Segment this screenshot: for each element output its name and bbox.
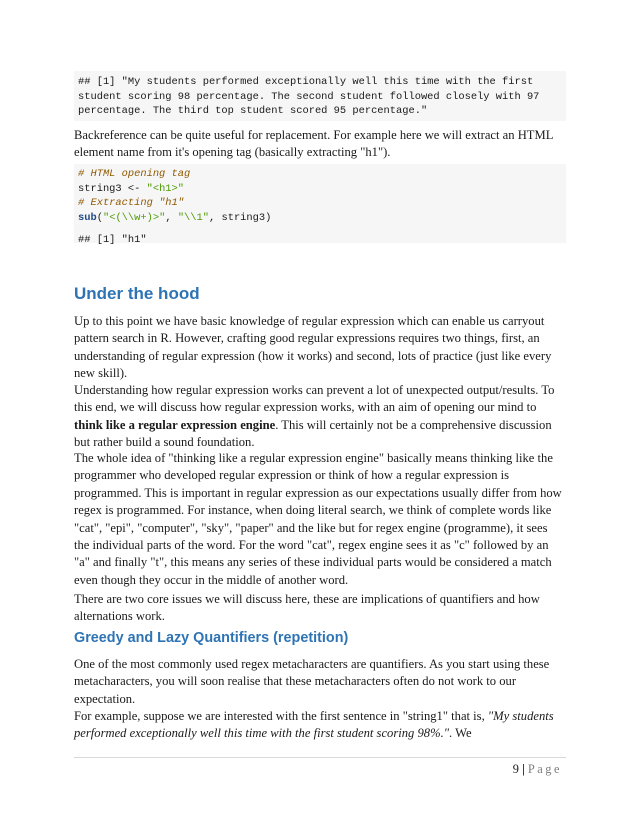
page-label: Page [527,762,562,776]
bold-phrase: think like a regular expression engine [74,417,276,432]
italic-quote: "My students performed exceptionally well this time with the first student scoring 98%." [74,709,554,741]
code-spacer [78,225,562,233]
paragraph [74,382,566,452]
code-text: , [165,211,178,224]
output-line: percentage. The third top student scored 95 percentage." [78,105,428,118]
paragraph: There are two core issues we will discuss here, these are implications of quantifiers and how alternations work. [74,592,540,624]
paragraph: One of the most commonly used regex metacharacters are quantifiers. As you start using these metacharacters, you will soon realise that these metacharacters often do not work to our expectation. [74,657,550,706]
code-line [78,182,562,197]
paragraph: The whole idea of "thinking like a regular expression engine" basically means thinking like the programmer who developed regular expression or think of how a regular expression is programmed. This is important in regular expression as our expectations usually differ from how regex is programmed. For instance, when doing literal search, we think of complete words like "cat", "epi", "computer", "sky", "paper" and the like but for regex engine (programme), it sees the individual parts of the word. For the word "cat", regex engine sees it as "c" followed by an "a" and finally "t", this means any series of these individual parts would be considered a match even though they occur in the middle of another word. [74,451,562,587]
paragraph-text: . We [449,726,472,741]
section-heading: Under the hood [74,284,200,303]
subsection-heading: Greedy and Lazy Quantifiers (repetition) [74,630,349,646]
paragraph-text: . This will certainly not be a comprehensive discussion but rather build a sound foundation. [74,417,552,450]
output-line: student scoring 98 percentage. The second student followed closely with 97 [78,90,540,103]
code-output: ## [1] "h1" [78,234,147,247]
code-output-block [74,71,566,121]
footer-divider [74,757,566,758]
paragraph-text: Understanding how regular expression works can prevent a lot of unexpected output/results. To this end, we will discuss how regular expression works, with an aim of opening our mind to [74,383,555,415]
paragraph: Up to this point we have basic knowledge of regular expression which can enable us carryout pattern search in R. However, crafting good regular expressions requires two things, first, an understanding of regular expression (how it works) and second, lots of practice (just like every new skill). [74,314,552,381]
output-line: ## [1] "My students performed exceptionally well this time with the first [78,76,534,88]
page-footer [513,762,562,777]
code-function: sub [78,211,97,224]
code-line [78,211,562,226]
code-text: , string3) [209,211,272,224]
paragraph-text: For example, suppose we are interested with the first sentence in "string1" that is, [74,709,488,723]
code-text: string3 <- [78,182,147,195]
backreference-paragraph: Backreference can be quite useful for replacement. For example here we will extract an HTML element name from it's opening tag (basically extracting "h1"). [74,128,553,160]
code-text: ( [96,211,103,224]
code-string: "\\1" [177,211,209,224]
code-comment: # HTML opening tag [78,168,191,180]
page-number: 9 [512,762,519,776]
code-string: "<h1>" [146,182,185,195]
r-code-block [74,164,566,247]
code-string: "<(\\w+)>" [102,211,166,224]
footer-separator: | [522,762,525,776]
code-comment: # Extracting "h1" [78,197,185,210]
paragraph [74,708,566,743]
